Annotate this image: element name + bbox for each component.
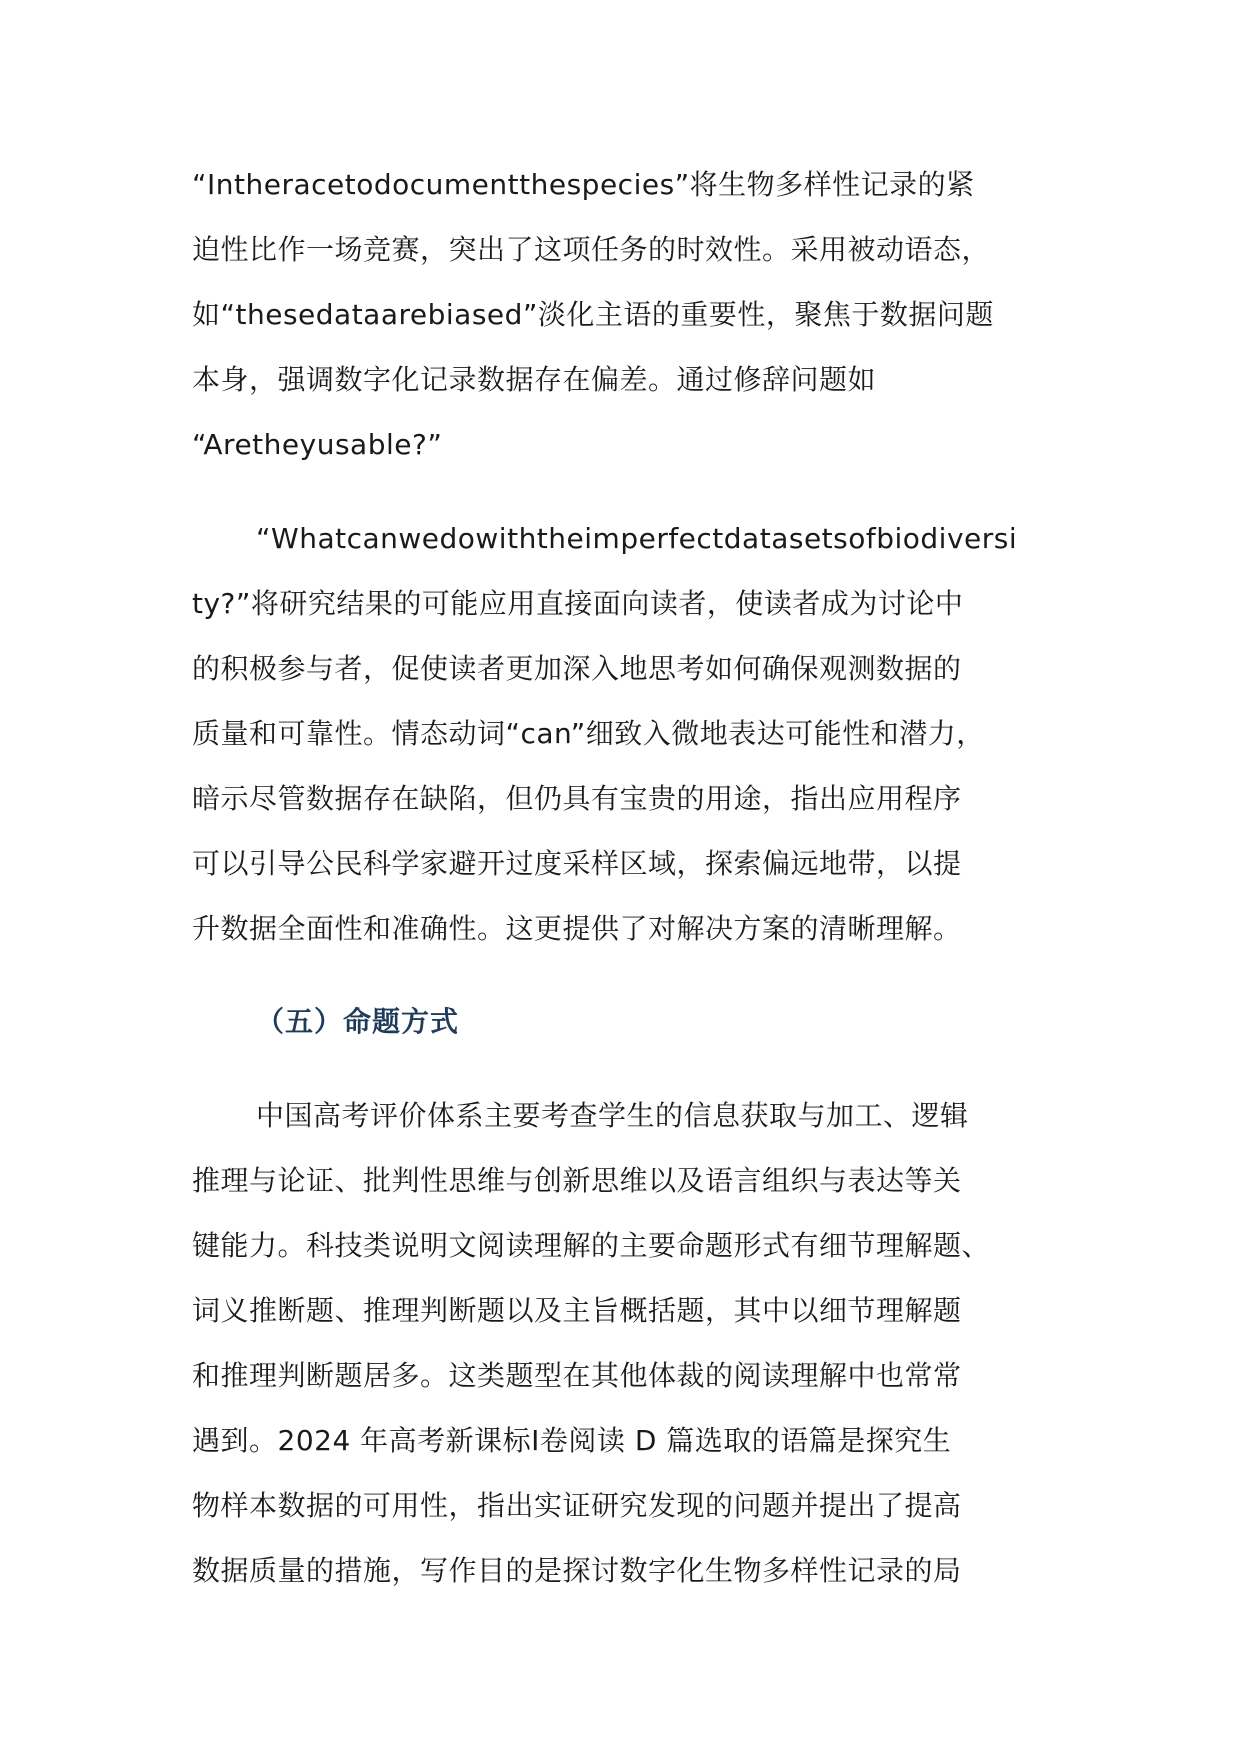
paragraph-2-line-7: 升数据全面性和准确性。这更提供了对解决方案的清晰理解。 xyxy=(192,912,962,945)
paragraph-1-line-4: 本身，强调数字化记录数据存在偏差。通过修辞问题如 xyxy=(192,363,877,396)
section-paragraph-line-1: 中国高考评价体系主要考查学生的信息获取与加工、逻辑 xyxy=(256,1099,969,1132)
section-heading: （五）命题方式 xyxy=(256,1005,460,1038)
section-paragraph-line-6: 遇到。2024 年高考新课标Ⅰ卷阅读 D 篇选取的语篇是探究生 xyxy=(192,1424,952,1457)
section-paragraph-line-5: 和推理判断题居多。这类题型在其他体裁的阅读理解中也常常 xyxy=(192,1359,962,1392)
paragraph-2-line-1: “Whatcanwedowiththeimperfectdatasetsofbiodiversi xyxy=(256,522,1018,555)
paragraph-1-line-2: 迫性比作一场竞赛，突出了这项任务的时效性。采用被动语态， xyxy=(192,233,991,266)
paragraph-1-line-5: “Aretheyusable?” xyxy=(192,428,443,461)
section-paragraph-line-4: 词义推断题、推理判断题以及主旨概括题，其中以细节理解题 xyxy=(192,1294,962,1327)
paragraph-2-line-2: ty?”将研究结果的可能应用直接面向读者，使读者成为讨论中 xyxy=(192,587,964,620)
paragraph-2-line-6: 可以引导公民科学家避开过度采样区域，探索偏远地带，以提 xyxy=(192,847,962,880)
section-paragraph-line-3: 键能力。科技类说明文阅读理解的主要命题形式有细节理解题、 xyxy=(192,1229,991,1262)
paragraph-2-line-3: 的积极参与者，促使读者更加深入地思考如何确保观测数据的 xyxy=(192,652,962,685)
paragraph-1-line-1: “Intheracetodocumentthespecies”将生物多样性记录的紧 xyxy=(192,168,975,201)
paragraph-2-line-4: 质量和可靠性。情态动词“can”细致入微地表达可能性和潜力， xyxy=(192,717,985,750)
section-paragraph-line-8: 数据质量的措施，写作目的是探讨数字化生物多样性记录的局 xyxy=(192,1554,962,1587)
paragraph-2-line-5: 暗示尽管数据存在缺陷，但仍具有宝贵的用途，指出应用程序 xyxy=(192,782,962,815)
paragraph-1-line-3: 如“thesedataarebiased”淡化主语的重要性，聚焦于数据问题 xyxy=(192,298,994,331)
section-paragraph-line-7: 物样本数据的可用性，指出实证研究发现的问题并提出了提高 xyxy=(192,1489,962,1522)
section-paragraph-line-2: 推理与论证、批判性思维与创新思维以及语言组织与表达等关 xyxy=(192,1164,962,1197)
